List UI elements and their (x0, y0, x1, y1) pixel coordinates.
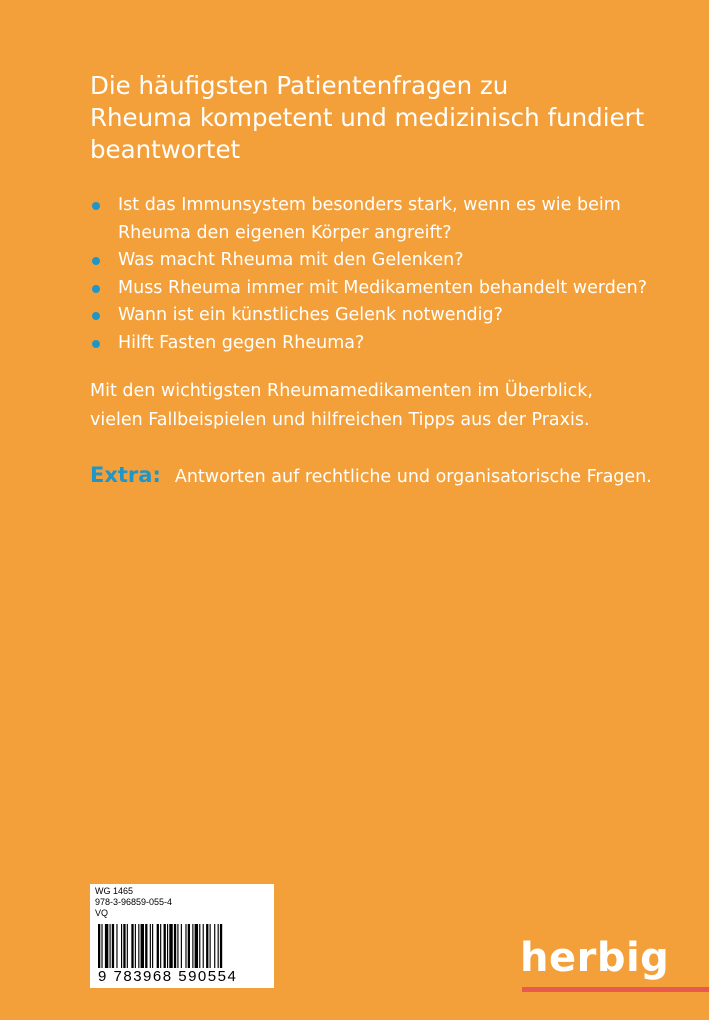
question-text: Ist das Immunsystem besonders stark, wenn es wie beim (118, 195, 621, 215)
extra-text: Antworten auf rechtliche und organisatorische Fragen. (174, 467, 652, 487)
bullet-icon (92, 257, 100, 265)
headline-line: Rheuma kompetent und medizinisch fundiert (90, 103, 645, 132)
extra-note (90, 460, 690, 492)
list-item (90, 330, 690, 358)
headline (90, 70, 670, 166)
isbn-number: 978-3-96859-055-4 (95, 897, 173, 907)
summary-line: vielen Fallbeispielen und hilfreichen Tipps aus der Praxis. (90, 410, 590, 430)
product-group-code: WG 1465 (95, 886, 134, 896)
summary-paragraph (90, 377, 690, 435)
question-list (90, 192, 690, 357)
bullet-icon (92, 312, 100, 320)
barcode-label (90, 884, 274, 988)
publisher-logo: herbig (520, 935, 670, 981)
question-text: Wann ist ein künstliches Gelenk notwendig? (118, 305, 503, 325)
question-text: Was macht Rheuma mit den Gelenken? (118, 250, 464, 270)
question-text: Rheuma den eigenen Körper angreift? (118, 222, 452, 243)
bullet-icon (92, 340, 100, 348)
extra-label: Extra: (90, 463, 161, 487)
headline-line: Die häufigsten Patientenfragen zu (90, 71, 509, 100)
list-item (90, 247, 690, 275)
question-text: Muss Rheuma immer mit Medikamenten behandelt werden? (118, 277, 647, 298)
headline-line: beantwortet (90, 135, 241, 164)
bullet-icon (92, 202, 100, 210)
barcode-icon (96, 924, 268, 972)
list-item (90, 275, 690, 303)
category-code: VQ (95, 908, 109, 918)
logo-underline (522, 987, 709, 992)
list-item (90, 302, 690, 330)
question-text: Hilft Fasten gegen Rheuma? (118, 332, 365, 353)
bullet-icon (92, 285, 100, 293)
list-item (90, 192, 690, 247)
summary-line: Mit den wichtigsten Rheumamedikamenten im Überblick, (90, 381, 593, 401)
barcode-digits: 9 783968 590554 (98, 968, 238, 985)
